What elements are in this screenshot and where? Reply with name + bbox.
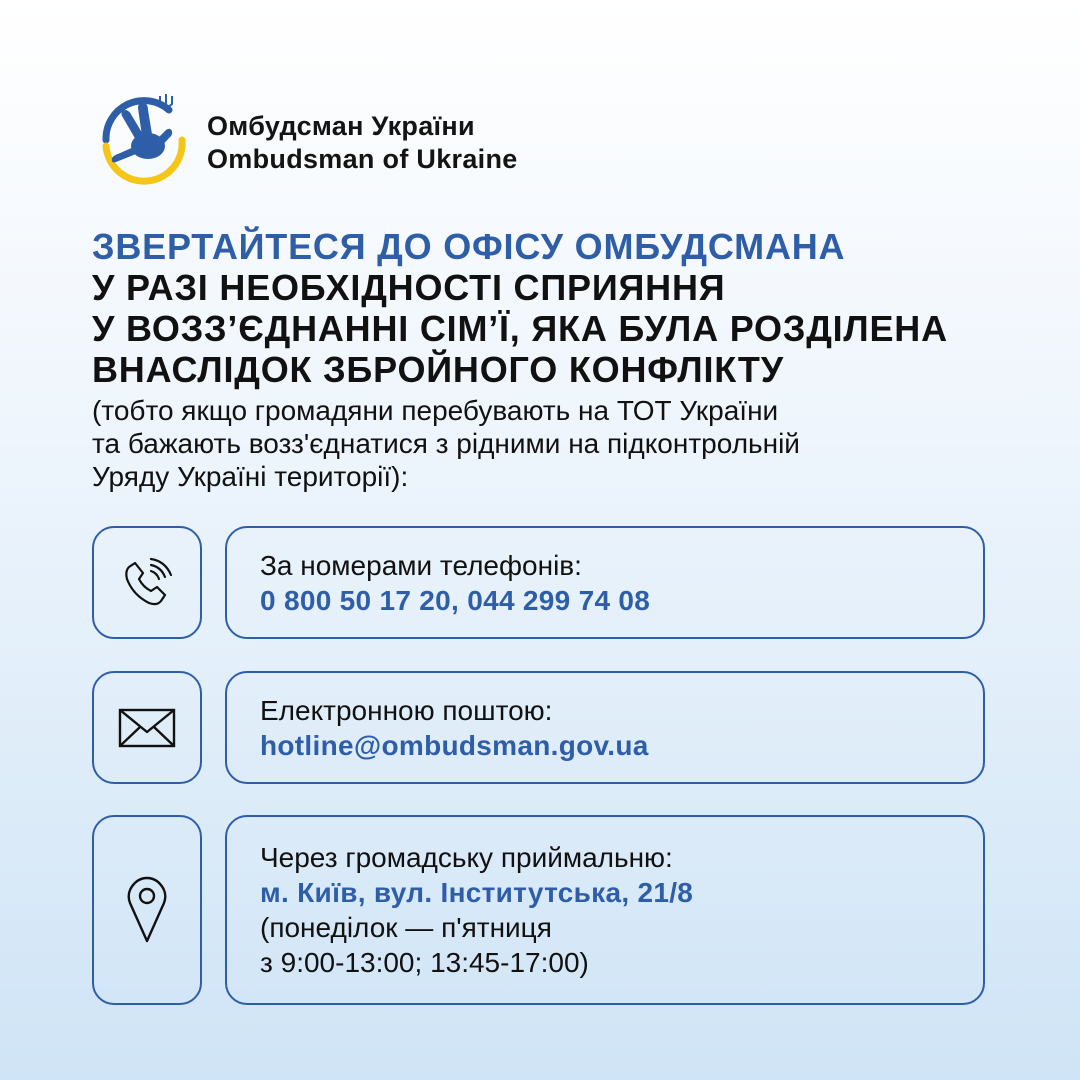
address-label: Через громадську приймальню:	[260, 842, 673, 873]
email-link[interactable]: hotline@ombudsman.gov.ua	[260, 729, 649, 761]
hand-peace-logo-icon	[92, 88, 192, 188]
phone-info-box	[225, 526, 985, 639]
headline-line-1: ЗВЕРТАЙТЕСЯ ДО ОФІСУ ОМБУДСМАНА	[92, 226, 846, 267]
location-pin-icon	[125, 875, 169, 945]
subtext-line-3: Уряду Україні території):	[92, 461, 409, 492]
subtext-block	[92, 394, 1052, 493]
location-icon-box	[92, 815, 202, 1005]
hours-line-1: (понеділок — п'ятниця	[260, 912, 552, 943]
ombudsman-logo	[92, 88, 192, 188]
headline-block	[92, 226, 1052, 493]
envelope-icon	[117, 706, 177, 750]
trident-icon	[160, 94, 172, 108]
headline-line-3: У ВОЗЗ’ЄДНАННІ СІМ’Ї, ЯКА БУЛА РОЗДІЛЕНА	[92, 308, 948, 349]
headline-line-2: У РАЗІ НЕОБХІДНОСТІ СПРИЯННЯ	[92, 267, 726, 308]
email-info-box	[225, 671, 985, 784]
subtext-line-1: (тобто якщо громадяни перебувають на ТОТ України	[92, 395, 779, 426]
brand-name-en: Ombudsman of Ukraine	[207, 144, 518, 174]
phone-numbers-link[interactable]: 0 800 50 17 20, 044 299 74 08	[260, 584, 651, 616]
phone-icon	[119, 555, 175, 611]
phone-icon-box	[92, 526, 202, 639]
envelope-icon-box	[92, 671, 202, 784]
brand-name-ua: Омбудсман України	[207, 111, 475, 141]
hours-line-2: з 9:00-13:00; 13:45-17:00)	[260, 947, 589, 978]
brand-name	[207, 110, 518, 176]
address-value: м. Київ, вул. Інститутська, 21/8	[260, 877, 694, 908]
phone-label: За номерами телефонів:	[260, 549, 582, 581]
address-info-box	[225, 815, 985, 1005]
headline-line-4: ВНАСЛІДОК ЗБРОЙНОГО КОНФЛІКТУ	[92, 349, 784, 390]
email-label: Електронною поштою:	[260, 694, 553, 726]
subtext-line-2: та бажають возз'єднатися з рідними на підконтрольній	[92, 428, 800, 459]
